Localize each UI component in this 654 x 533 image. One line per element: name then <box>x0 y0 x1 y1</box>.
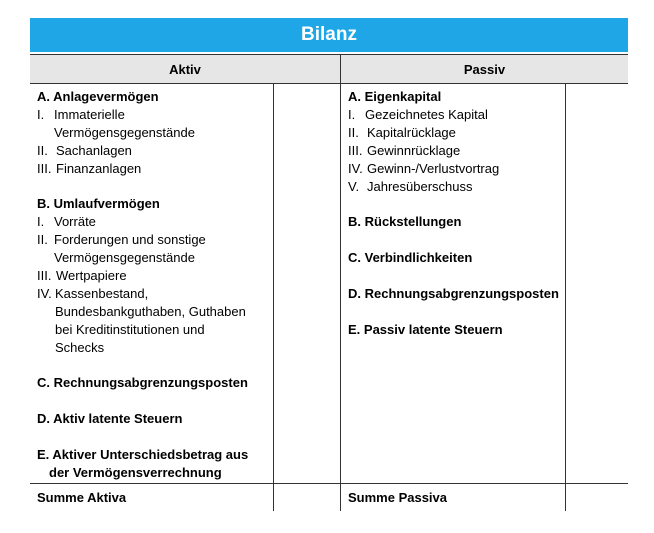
aktiv-a-ii-num: II. <box>37 143 48 158</box>
passiv-a-i-num: I. <box>348 107 356 122</box>
aktiv-b-i-num: I. <box>37 214 45 229</box>
aktiv-amount-divider <box>273 84 274 511</box>
passiv-a-i: Gezeichnetes Kapital <box>365 107 488 122</box>
passiv-a-v-num: V. <box>348 179 360 194</box>
aktiv-header: Aktiv <box>30 55 340 83</box>
aktiv-a-i-num: I. <box>37 107 45 122</box>
aktiv-b-iv-line2: Bundesbankguthaben, Guthaben <box>55 304 246 319</box>
aktiv-b-ii-num: II. <box>37 232 48 247</box>
aktiv-e-heading-line1: E. Aktiver Unterschiedsbetrag aus <box>37 447 249 462</box>
center-divider <box>340 55 341 511</box>
header-bottom-divider <box>30 83 628 84</box>
passiv-a-ii: Kapitalrücklage <box>367 125 456 140</box>
aktiv-b-i: Vorräte <box>54 214 96 229</box>
aktiv-b-iii-num: III. <box>37 268 52 283</box>
aktiv-b-ii-line1: Forderungen und sonstige <box>54 232 206 247</box>
passiv-a-iv: Gewinn-/Verlustvortrag <box>367 161 500 176</box>
passiv-e-heading: E. Passiv latente Steuern <box>348 322 503 337</box>
aktiv-b-iv-line4: Schecks <box>55 340 105 355</box>
aktiv-b-ii-line2: Vermögensgegenstände <box>54 250 195 265</box>
aktiv-a-i-line2: Vermögensgegenstände <box>54 125 195 140</box>
aktiv-c-heading: C. Rechnungsabgrenzungsposten <box>37 375 248 390</box>
aktiv-a-i-line1: Immaterielle <box>54 107 125 122</box>
balance-sheet-title: Bilanz <box>30 18 628 52</box>
passiv-b-heading: B. Rückstellungen <box>348 214 462 229</box>
aktiv-a-ii: Sachanlagen <box>56 143 132 158</box>
summe-passiva: Summe Passiva <box>348 490 448 505</box>
aktiv-b-iii: Wertpapiere <box>56 268 127 283</box>
aktiv-a-iii: Finanzanlagen <box>56 161 142 176</box>
aktiv-b-heading: B. Umlaufvermögen <box>37 196 160 211</box>
aktiv-d-heading: D. Aktiv latente Steuern <box>37 411 183 426</box>
header-top-divider <box>30 54 628 55</box>
passiv-a-ii-num: II. <box>348 125 359 140</box>
sum-divider <box>30 483 628 484</box>
aktiv-a-heading: A. Anlagevermögen <box>37 89 159 104</box>
aktiv-b-iv-num: IV. <box>37 286 52 301</box>
aktiv-b-iv-line3: bei Kreditinstitutionen und <box>55 322 205 337</box>
passiv-a-iii-num: III. <box>348 143 363 158</box>
aktiv-a-iii-num: III. <box>37 161 52 176</box>
passiv-a-iii: Gewinnrücklage <box>367 143 461 158</box>
passiv-header: Passiv <box>341 55 628 83</box>
passiv-a-v: Jahresüberschuss <box>367 179 473 194</box>
aktiv-b-iv-line1: Kassenbestand, <box>55 286 149 301</box>
passiv-c-heading: C. Verbindlichkeiten <box>348 250 473 265</box>
aktiv-e-heading-line2: der Vermögensverrechnung <box>49 465 222 480</box>
passiv-d-heading: D. Rechnungsabgrenzungsposten <box>348 286 559 301</box>
passiv-a-iv-num: IV. <box>348 161 363 176</box>
summe-aktiva: Summe Aktiva <box>37 490 127 505</box>
passiv-a-heading: A. Eigenkapital <box>348 89 442 104</box>
passiv-amount-divider <box>565 84 566 511</box>
